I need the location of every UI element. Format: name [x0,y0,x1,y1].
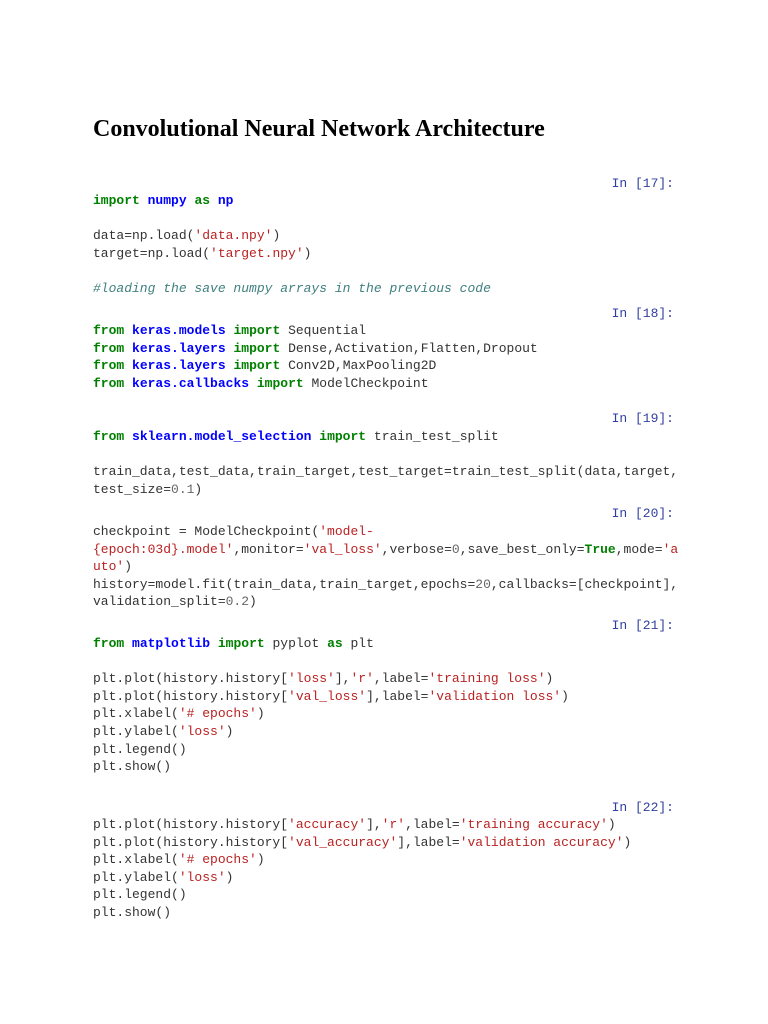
code-line [93,758,678,776]
code-token: 'val_accuracy' [288,834,398,850]
code-line [93,688,678,706]
code-token: plt.plot(history.history[ [93,817,289,832]
code-token: numpy [147,193,187,208]
code-token: ,label= [405,817,460,832]
code-token: import [233,340,281,356]
code-line [93,280,678,298]
code-token: True [584,541,616,557]
code-token: data=np.load( [93,228,195,244]
code-line [93,723,678,741]
code-token [210,193,218,208]
code-token: plt.ylabel( [93,723,179,739]
code-line [93,869,678,887]
code-token: matplotlib [132,636,211,651]
code-token: uto' [93,559,125,575]
code-cell[interactable] [93,322,678,392]
code-line [93,593,678,611]
code-token: keras.layers [132,358,226,374]
code-token: as [327,636,343,651]
code-token: ], [334,671,351,687]
code-token: as [194,193,211,208]
code-token: Sequential [280,323,367,338]
code-token: import [256,375,304,391]
code-cell[interactable] [93,523,678,611]
code-token: 0.1 [171,481,195,497]
code-token: ) [256,852,265,868]
cell-prompt: In [19]: [611,411,674,426]
code-token: ,monitor= [233,541,304,557]
code-token: keras.callbacks [132,375,250,391]
code-token: ) [256,706,265,722]
code-line [93,653,678,671]
code-token: target=np.load( [93,245,211,261]
code-token: plt.legend() [93,741,187,757]
code-line [93,340,678,358]
code-line [93,357,678,375]
code-token: import [233,358,281,374]
code-token: ], [366,817,382,832]
code-token [124,341,132,356]
code-line [93,886,678,904]
code-token: {epoch:03d}.model' [93,541,234,557]
code-token: plt.xlabel( [93,852,179,868]
code-token: plt.plot(history.history[ [93,834,289,850]
code-token: import [233,323,281,338]
code-token: ) [303,245,312,261]
code-token: 'training loss' [428,671,546,687]
code-token: plt.legend() [93,887,187,903]
page-title: Convolutional Neural Network Architecture [93,116,545,142]
code-token: checkpoint = ModelCheckpoint( [93,524,320,539]
code-token: ) [272,228,281,244]
code-token: keras.models [132,323,226,338]
code-token: train_data,test_data,train_target,test_target=train_test_split(data,target, [93,464,679,480]
code-line [93,192,678,210]
code-token [124,376,132,391]
code-line [93,834,678,852]
code-token [124,323,132,338]
code-token: plt [342,636,374,651]
code-token: ,save_best_only= [459,541,585,557]
code-token: ) [124,559,133,575]
code-token: ModelCheckpoint [303,375,429,391]
code-token: ,verbose= [381,541,452,557]
code-line [93,227,678,245]
cell-prompt: In [17]: [611,176,674,191]
code-line [93,481,678,499]
code-line [93,851,678,869]
code-token: 'validation accuracy' [459,834,624,850]
code-line [93,576,678,594]
code-token: 'validation loss' [428,688,562,704]
code-token [140,193,148,208]
code-token: plt.xlabel( [93,706,179,722]
code-token: #loading the save numpy arrays in the previous code [93,280,491,296]
code-token: ) [623,834,632,850]
code-line [93,428,678,446]
code-token: 0 [451,541,460,557]
code-token: ,mode= [615,541,663,557]
code-token: 'loss' [288,671,335,687]
code-token: 'a [662,541,679,557]
code-token: pyplot [264,636,328,651]
code-token: ,label= [373,671,429,687]
code-token: train_test_split [366,429,499,444]
code-token: '# epochs' [178,706,257,722]
code-token: 'accuracy' [288,817,367,832]
code-token: import [93,193,140,208]
code-token: ,callbacks=[checkpoint], [490,576,679,592]
code-token: 'val_loss' [288,688,367,704]
code-line [93,322,678,340]
code-token: 'training accuracy' [459,817,608,832]
code-token: 'loss' [178,723,226,739]
code-token: ) [561,688,569,704]
code-token: 'r' [381,817,406,832]
code-line [93,741,678,759]
code-token: from [93,358,125,374]
code-token: import [217,636,265,651]
code-token: from [93,375,125,391]
cell-prompt: In [22]: [611,800,674,815]
code-token: 'target.npy' [210,245,304,261]
code-token: '# epochs' [178,852,257,868]
code-token: 'model- [319,524,374,539]
code-token: ) [607,817,616,832]
code-line [93,904,678,922]
code-token: Conv2D,MaxPooling2D [280,358,437,374]
code-token: from [93,323,125,338]
code-token: keras.layers [132,340,226,356]
code-token: plt.plot(history.history[ [93,688,289,704]
code-token [124,358,132,373]
code-token: import [319,429,367,444]
code-token: 'val_loss' [303,541,382,557]
code-token: ) [194,481,203,497]
code-token: ],label= [366,688,429,704]
code-token [124,636,132,651]
code-token: Dense,Activation,Flatten,Dropout [280,340,538,356]
code-line [93,446,678,464]
code-token: plt.ylabel( [93,869,179,885]
code-token: ) [545,671,554,687]
code-line [93,463,678,481]
code-token: plt.show() [93,759,172,775]
code-token: 0.2 [225,594,250,610]
code-token [124,429,132,444]
code-cell[interactable] [93,635,678,776]
code-token: ) [225,723,234,739]
code-line [93,541,678,559]
code-token: 'data.npy' [194,228,273,244]
code-line [93,670,678,688]
code-token: ) [225,869,234,885]
code-token: sklearn.model_selection [132,429,312,444]
code-token: plt.show() [93,904,172,920]
code-token [210,636,218,651]
code-token: history=model.fit(train_data,train_target,epochs= [93,576,476,592]
code-token: 20 [475,576,491,592]
code-token: plt.plot(history.history[ [93,671,289,687]
code-cell[interactable] [93,428,678,498]
code-token [249,376,257,391]
code-token: from [93,636,125,651]
code-token: np [217,193,234,208]
code-cell[interactable] [93,192,678,298]
code-token: ],label= [397,834,460,850]
code-line [93,558,678,576]
code-line [93,262,678,280]
cell-prompt: In [18]: [611,306,674,321]
cell-prompt: In [21]: [611,618,674,633]
code-line [93,635,678,653]
code-token: ) [249,594,257,610]
code-token: from [93,340,125,356]
code-token: 'r' [350,671,374,687]
code-line [93,245,678,263]
code-cell[interactable] [93,816,678,922]
code-line [93,705,678,723]
code-token: validation_split= [93,594,226,610]
code-line [93,375,678,393]
cell-prompt: In [20]: [611,506,674,521]
code-line [93,523,678,541]
code-token: from [93,429,125,444]
code-token: test_size= [93,481,172,497]
code-token: 'loss' [178,869,226,885]
code-line [93,210,678,228]
code-line [93,816,678,834]
